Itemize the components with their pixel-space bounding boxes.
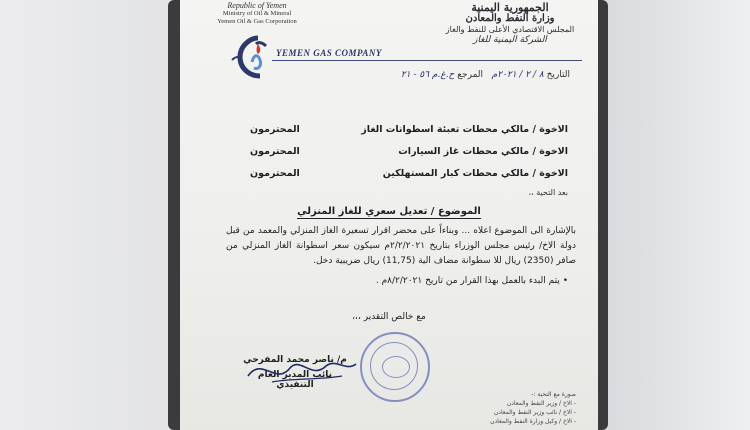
- date-reference-line: [401, 70, 570, 80]
- letterhead-arabic: [440, 2, 580, 46]
- subject-text: الموضوع / تعديل سعري للغاز المنزلي: [297, 206, 481, 217]
- greeting: بعد التحية ،،: [528, 188, 568, 197]
- addressee-recipient: الاخوة / مالكي محطات تعبئة اسطوانات الغاز: [361, 124, 568, 135]
- letter-page: [180, 0, 598, 430]
- copies-item: - الاخ / وكيل وزارة النفط والمعادن: [490, 418, 576, 425]
- signatory-name: م/ ناصر محمد المفرحي: [243, 355, 347, 365]
- addressee-recipient: الاخوة / مالكي محطات غاز السيارات: [398, 146, 568, 157]
- letterhead-english-line-1: Republic of Yemen: [227, 1, 287, 10]
- stamp-center-mark: [382, 356, 410, 378]
- copies-item: - الاخ / نائب وزير النفط والمعادن: [493, 409, 576, 416]
- copies-list: [490, 390, 576, 426]
- letterhead-english-line-2: Ministry of Oil & Mineral: [222, 10, 292, 17]
- letterhead-divider: [272, 60, 582, 61]
- addressee-honorific: المحترمون: [250, 168, 300, 179]
- letterhead-arabic-line-3: المجلس الاقتصادي الأعلى للنفط والغاز: [445, 25, 575, 34]
- reference-label: المرجع: [457, 70, 484, 80]
- body-paragraph: بالإشارة الى الموضوع اعلاه ... وبناءاً على محضر اقرار تسعيرة الغاز المنزلي والمعمد من قبل دولة الاخ/ رئيس مجلس الوزراء بتاريخ ٢/٢/٢٠٢١م سيكون سعر اسطوانة الغاز المنزلي من صافر (2350) ريال للا سطوانة مضاف الية (11,75) ريال ضريبية دخل.: [226, 226, 576, 266]
- handwritten-signature: [242, 346, 362, 390]
- company-logo: [228, 32, 280, 82]
- letterhead-english-line-3: Yemen Oil & Gas Corporation: [217, 18, 297, 25]
- official-stamp: [360, 332, 430, 402]
- letterhead-arabic-line-1: الجمهورية اليمنية: [471, 1, 549, 14]
- effective-date-bullet: [376, 276, 568, 286]
- bullet-dot: •: [562, 276, 568, 286]
- reference-value: ح.غ.م ٥٦ - ٢١: [400, 70, 455, 80]
- addressee-honorific: المحترمون: [250, 146, 300, 157]
- background-left: [0, 0, 180, 430]
- signatory-title: نائب المدير العام التنفيذي: [257, 370, 333, 390]
- addressee-recipient: الاخوة / مالكي محطات كبار المستهلكين: [382, 168, 568, 179]
- date-label: التاريخ: [546, 70, 570, 80]
- background-right: [600, 0, 750, 430]
- addressee-honorific: المحترمون: [250, 124, 300, 135]
- copies-item: - الاخ / وزير النفط والمعادن: [506, 400, 576, 407]
- copies-heading: صورة مع التحية :-: [531, 391, 576, 398]
- letterhead-arabic-line-2: وزارة النفط والمعادن: [465, 13, 555, 24]
- company-name: YEMEN GAS COMPANY: [276, 48, 382, 58]
- bullet-text: يتم البدء بالعمل بهذا القرار من تاريخ ٨/٢/٢٠٢١م .: [375, 276, 560, 286]
- letterhead-arabic-line-4: الشركة اليمنية للغاز: [473, 35, 547, 45]
- date-value: ٨ / ٢ / ٢٠٢١م: [491, 70, 544, 80]
- closing-line: مع خالص التقدير ،،،: [352, 312, 426, 322]
- subject-line: [180, 206, 598, 217]
- letterhead-english: [202, 2, 312, 26]
